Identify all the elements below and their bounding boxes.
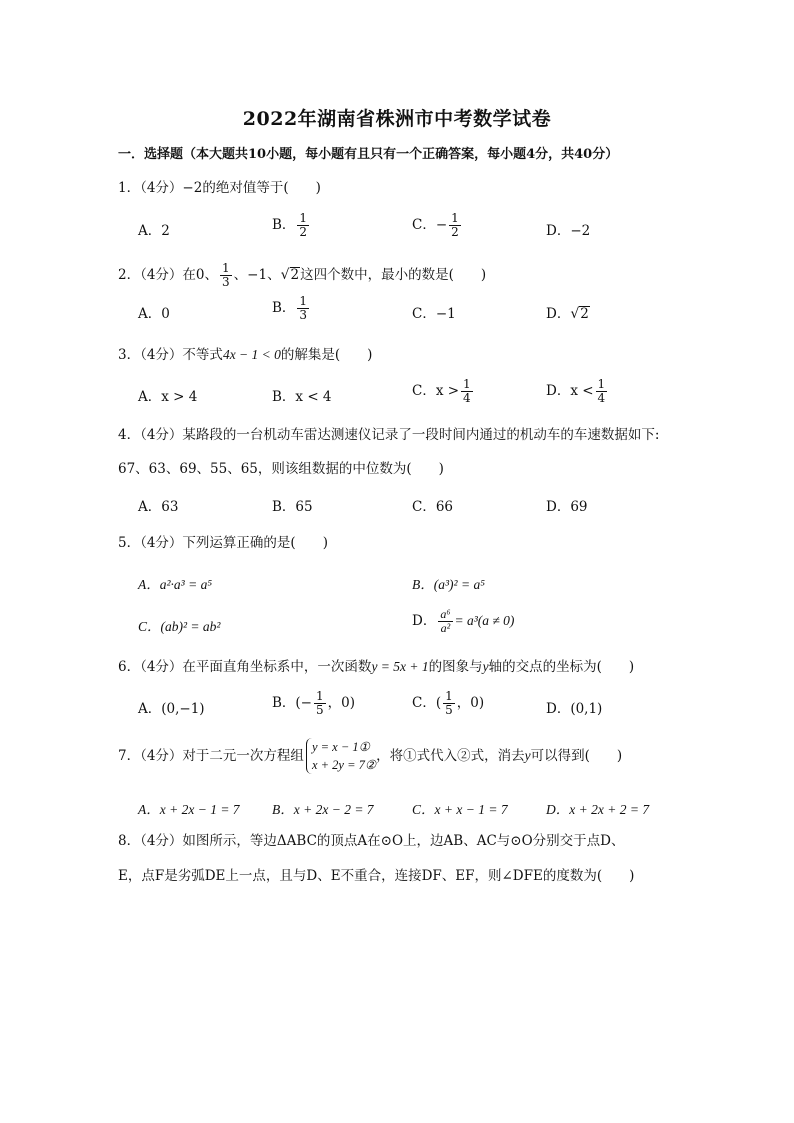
q4-option-d: D．69 [546,499,588,515]
q3-option-b: B．x < 4 [272,389,332,405]
q7-option-c: C．x + x − 1 = 7 [412,802,508,817]
q7-option-a: A．x + 2x − 1 = 7 [138,802,240,817]
question-8-stem-line-1: 8．（4分）如图所示，等边ΔABC的顶点A在⊙O上，边AB、AC与⊙O分别交于点D、 [118,833,625,849]
q5-option-a: A．a²·a³ = a⁵ [138,577,213,592]
q2-option-c: C．−1 [412,306,456,322]
question-4-stem-line-1: 4．（4分）某路段的一台机动车雷达测速仪记录了一段时间内通过的机动车的车速数据如下: [118,427,660,443]
q6-option-c: C．( $\frac{1}{5}$ ，0) [412,689,485,717]
q6-option-a: A．(0,−1) [138,701,205,717]
question-8-stem-line-2: E，点F是劣弧DE上一点，且与D、E不重合，连接DF、EF，则∠DFE的度数为( ) [118,868,635,884]
question-6-stem: 6．（4分）在平面直角坐标系中，一次函数y = 5x + 1的图象与y轴的交点的坐标为( ) [118,659,635,675]
q5-option-b: B．(a³)² = a⁵ [412,577,485,592]
q2-option-b: B． $\frac{1}{3}$ [272,294,308,322]
question-5-stem: 5．（4分）下列运算正确的是( ) [118,535,328,551]
question-2-stem: 2．（4分）在0、 $\frac{1}{3}$ 、−1、√2这四个数中，最小的数是( ) [118,261,487,289]
q2-option-d: D．√2 [546,306,589,322]
q4-option-a: A．63 [138,499,179,515]
question-4-stem-line-2: 67、63、69、55、65，则该组数据的中位数为( ) [118,461,444,477]
q4-option-b: B．65 [272,499,313,515]
q3-option-c: C．x > $\frac{1}{4}$ [412,377,471,405]
q5-option-d: D． $\frac{\text{a⁶}}{\text{a²}}$ = a³(a ≠ 0) [412,607,515,635]
q2-option-a: A．0 [138,306,170,322]
q1-option-a: A．2 [138,223,170,239]
q4-option-c: C．66 [412,499,454,515]
q5-option-c: C．(ab)² = ab² [138,619,221,634]
q6-option-d: D．(0,1) [546,701,603,717]
q1-option-c: C．− $\frac{1}{2}$ [412,211,459,239]
q7-option-b: B．x + 2x − 2 = 7 [272,802,374,817]
q1-option-b: B． $\frac{1}{2}$ [272,211,308,239]
question-7-stem: 7．（4分）对于二元一次方程组 y = x − 1① x + 2y = 7② ，将①式代入②式，消去y可以得到( ) [118,740,623,772]
q3-option-d: D．x < $\frac{1}{4}$ [546,377,606,405]
section-heading: 一．选择题（本大题共10小题，每小题有且只有一个正确答案，每小题4分，共40分） [118,147,619,162]
question-1-stem: 1．（4分）−2的绝对值等于( ) [118,180,321,196]
q6-option-b: B．(− $\frac{1}{5}$ ，0) [272,689,355,717]
q7-option-d: D．x + 2x + 2 = 7 [546,802,650,817]
page-title: 2022年湖南省株洲市中考数学试卷 [242,108,552,130]
question-3-stem: 3．（4分）不等式4x − 1 < 0的解集是( ) [118,347,373,363]
q1-option-d: D．−2 [546,223,591,239]
q3-option-a: A．x > 4 [138,389,198,405]
